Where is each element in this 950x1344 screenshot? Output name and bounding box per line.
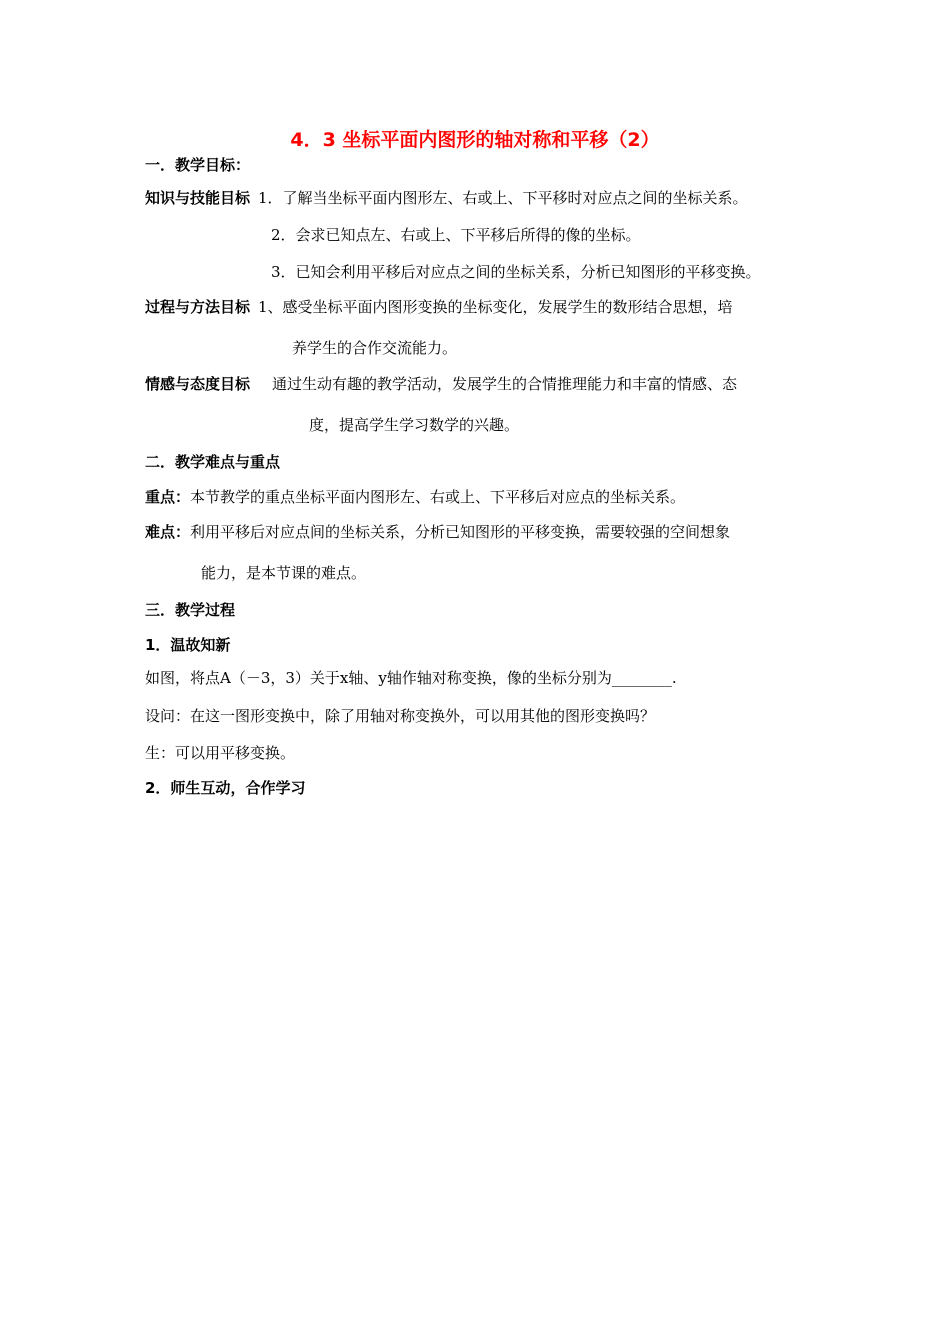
difficult-label: 难点：	[145, 523, 191, 541]
section3-heading: 三．教学过程	[145, 601, 236, 619]
process-line-1: 1、感受坐标平面内图形变换的坐标变化，发展学生的数形结合思想，培	[258, 298, 733, 316]
section2-heading: 二．教学难点与重点	[145, 453, 281, 471]
emotion-line-2: 度，提高学生学习数学的兴趣。	[309, 416, 520, 434]
process-label: 过程与方法目标	[145, 298, 251, 316]
emotion-row-1	[145, 374, 737, 394]
difficult-line-2: 能力，是本节课的难点。	[201, 564, 367, 582]
emotion-line-1: 通过生动有趣的教学活动，发展学生的合情推理能力和丰富的情感、态	[272, 375, 738, 393]
sub2-heading: 2．师生互动，合作学习	[145, 779, 306, 797]
review-question: 如图，将点A（－3，3）关于x轴、y轴作轴对称变换，像的坐标分别为________.	[145, 669, 677, 687]
knowledge-row-1	[145, 188, 748, 208]
knowledge-item-2: 2．会求已知点左、右或上、下平移后所得的像的坐标。	[271, 226, 641, 244]
emotion-label: 情感与态度目标	[145, 375, 251, 393]
key-label: 重点：	[145, 488, 191, 506]
sub1-heading: 1．温故知新	[145, 636, 231, 654]
student-answer: 生：可以用平移变换。	[145, 744, 296, 762]
teacher-ask: 设问：在这一图形变换中，除了用轴对称变换外，可以用其他的图形变换吗？	[145, 707, 656, 725]
process-row-1	[145, 297, 733, 317]
section1-heading: 一．教学目标：	[145, 156, 251, 174]
process-line-2: 养学生的合作交流能力。	[292, 339, 458, 357]
difficult-row-1	[145, 522, 730, 542]
difficult-line-1: 利用平移后对应点间的坐标关系，分析已知图形的平移变换，需要较强的空间想象	[190, 523, 731, 541]
key-row	[145, 487, 685, 507]
knowledge-item-1: 1．了解当坐标平面内图形左、右或上、下平移时对应点之间的坐标关系。	[258, 189, 748, 207]
key-text: 本节教学的重点坐标平面内图形左、右或上、下平移后对应点的坐标关系。	[190, 488, 686, 506]
knowledge-item-3: 3．已知会利用平移后对应点之间的坐标关系，分析已知图形的平移变换。	[271, 263, 761, 281]
document-title: 4．3 坐标平面内图形的轴对称和平移（2）	[290, 129, 660, 151]
knowledge-label: 知识与技能目标	[145, 189, 251, 207]
